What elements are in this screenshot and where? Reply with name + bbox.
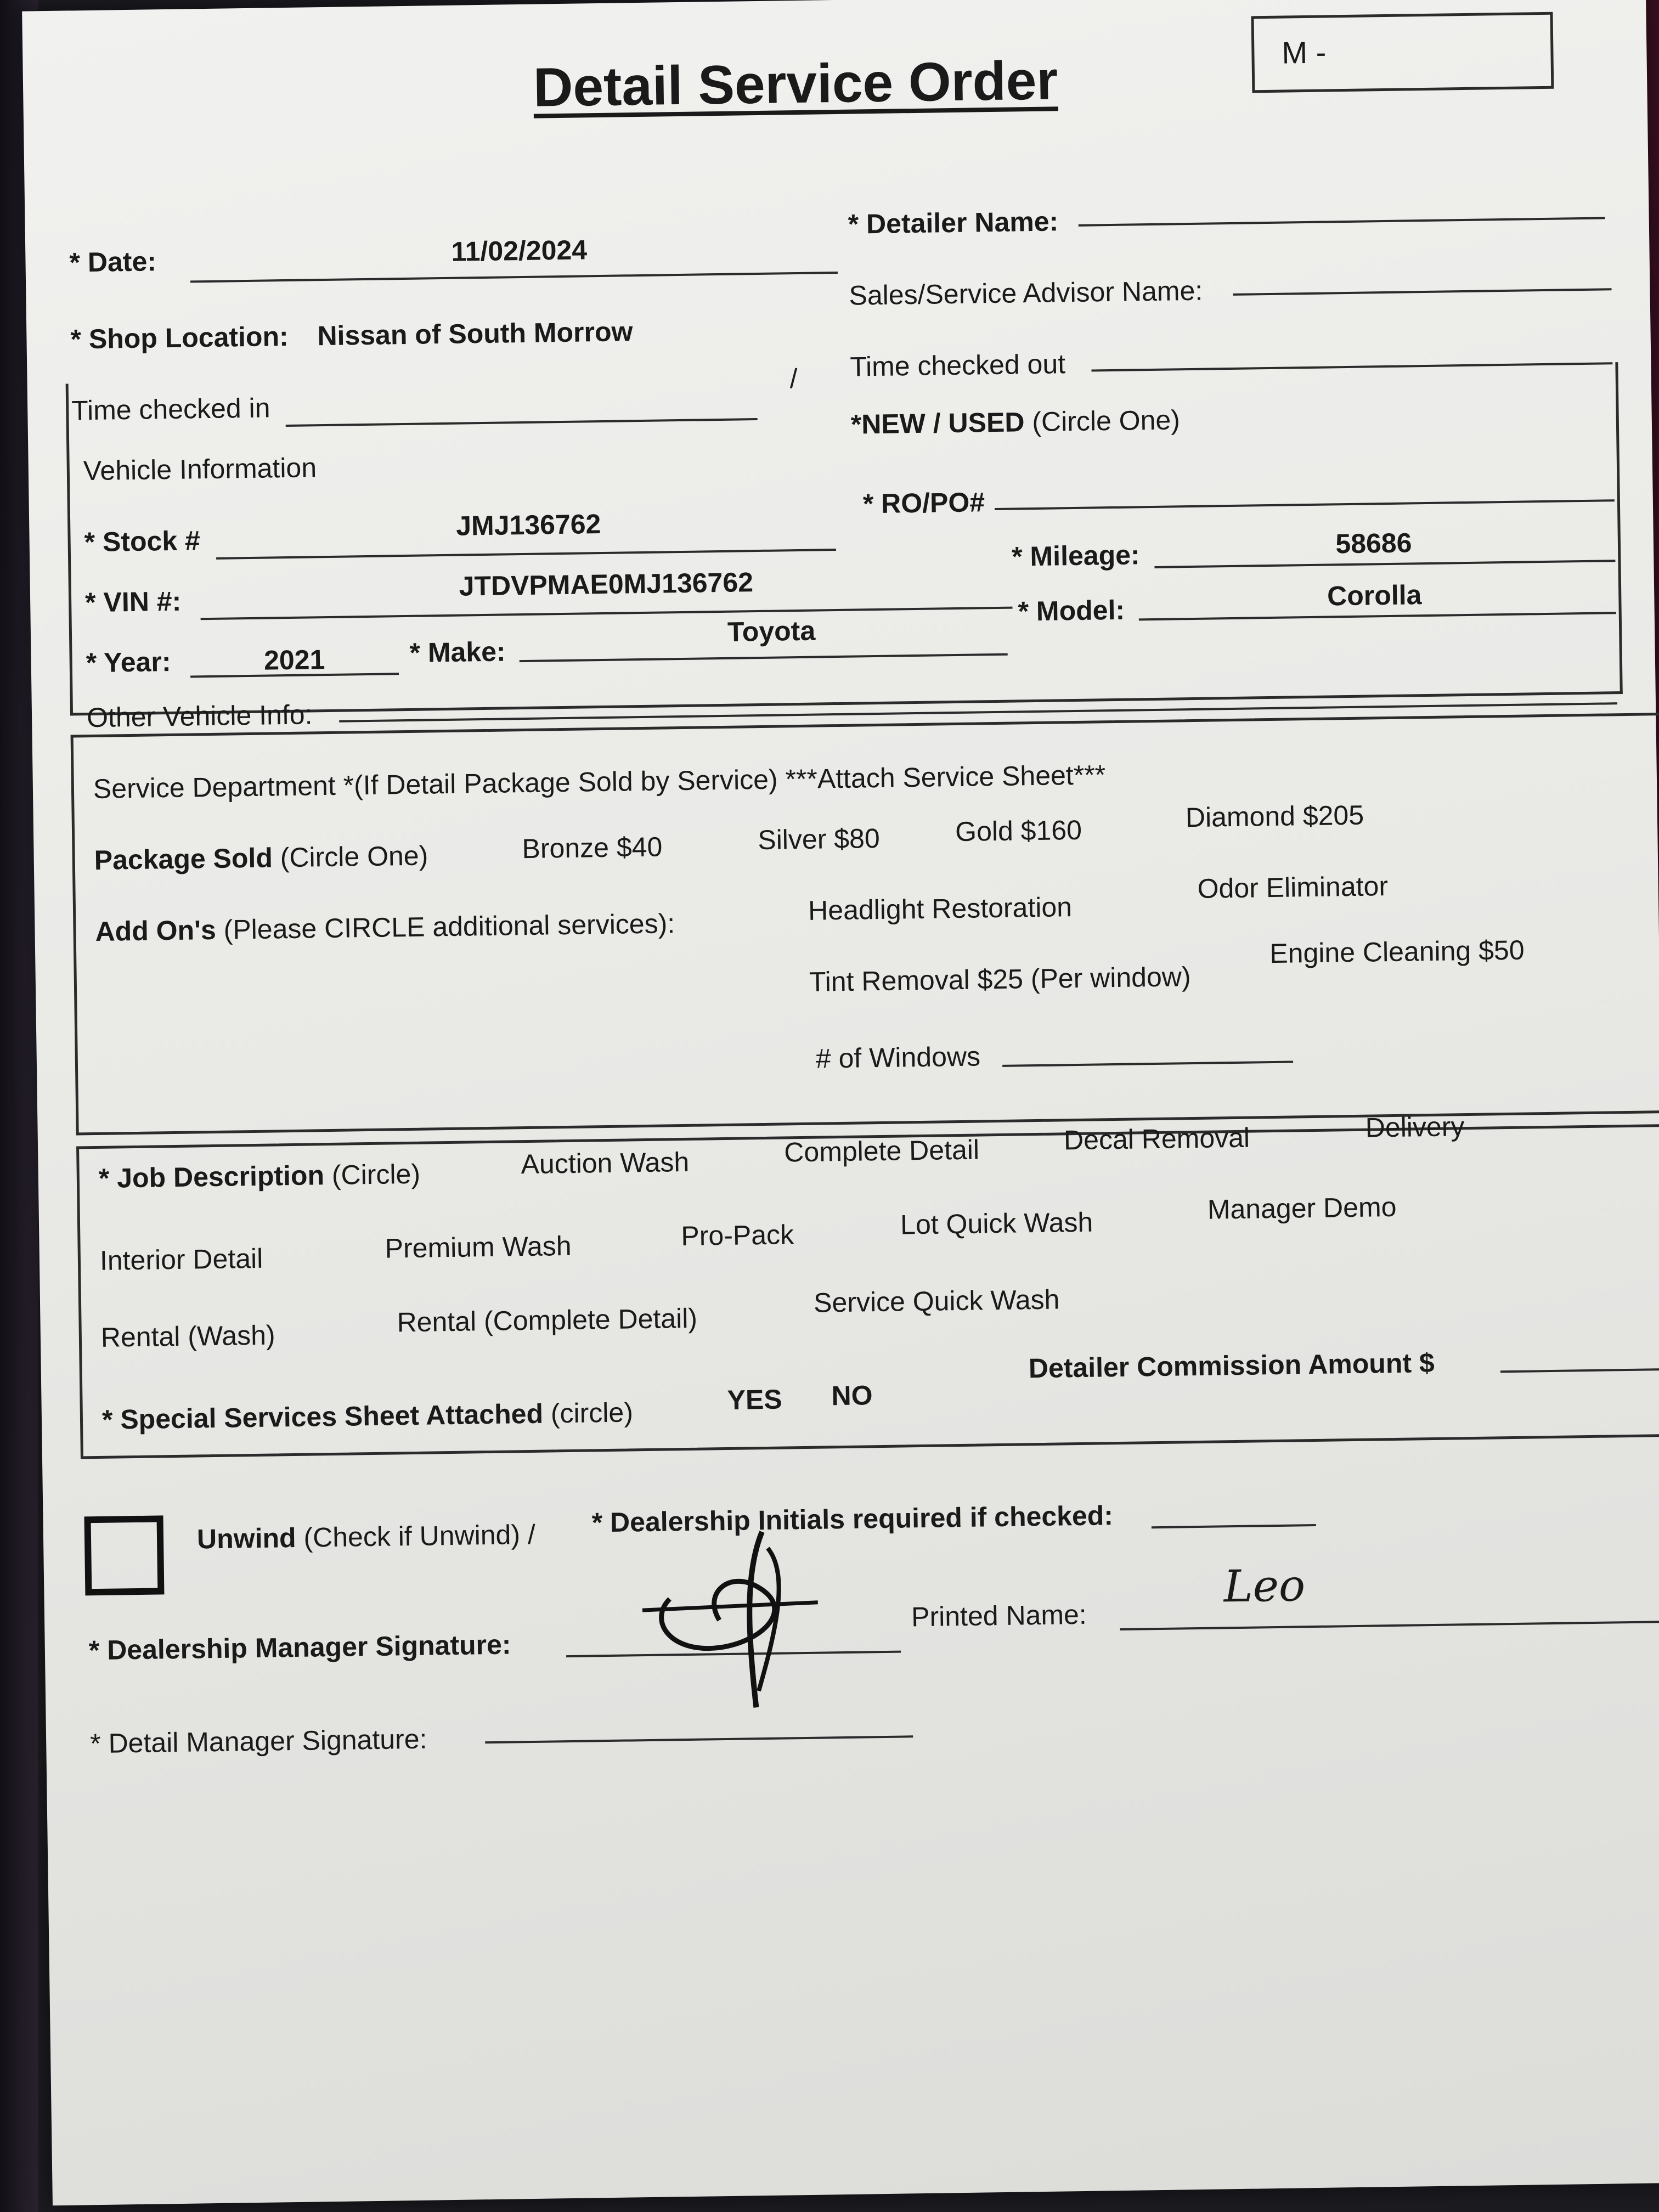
initials-label: * Dealership Initials required if checked: — [591, 1500, 1114, 1538]
job-decal-removal[interactable]: Decal Removal — [1063, 1122, 1250, 1156]
initials-line[interactable] — [1152, 1524, 1316, 1528]
date-line — [190, 272, 838, 283]
package-silver[interactable]: Silver $80 — [757, 822, 881, 856]
unwind-checkbox[interactable] — [84, 1515, 164, 1595]
stock-label: * Stock # — [84, 525, 201, 558]
service-header: Service Department *(If Detail Package Sold by Service) ***Attach Service Sheet*** — [93, 759, 1106, 804]
job-rental-wash[interactable]: Rental (Wash) — [100, 1319, 275, 1353]
form-title: Detail Service Order — [533, 49, 1058, 119]
ro-label: * RO/PO# — [862, 487, 985, 520]
addons-label: Add On's (Please CIRCLE additional services): — [95, 908, 675, 947]
job-service-quick-wash[interactable]: Service Quick Wash — [813, 1284, 1060, 1318]
other-vehicle-label: Other Vehicle Info: — [86, 699, 313, 733]
job-rental-complete[interactable]: Rental (Complete Detail) — [397, 1302, 698, 1338]
make-value[interactable]: Toyota — [727, 615, 816, 647]
mileage-label: * Mileage: — [1011, 539, 1140, 572]
stock-value[interactable]: JMJ136762 — [455, 509, 601, 541]
signature-scribble — [636, 1525, 847, 1714]
dealership-signature-label: * Dealership Manager Signature: — [88, 1629, 511, 1666]
year-label: * Year: — [86, 646, 171, 679]
package-sold-label: Package Sold (Circle One) — [94, 840, 428, 876]
m-number-box[interactable] — [1251, 12, 1554, 93]
advisor-label: Sales/Service Advisor Name: — [849, 275, 1203, 311]
detailer-name-label: * Detailer Name: — [848, 206, 1059, 240]
printed-name-line — [1120, 1621, 1659, 1630]
year-value[interactable]: 2021 — [263, 644, 325, 676]
job-premium-wash[interactable]: Premium Wash — [385, 1230, 572, 1264]
job-manager-demo[interactable]: Manager Demo — [1207, 1191, 1397, 1225]
printed-name-label: Printed Name: — [911, 1599, 1087, 1633]
package-bronze[interactable]: Bronze $40 — [522, 831, 663, 865]
job-description-label: * Job Description (Circle) — [98, 1158, 421, 1194]
addon-headlight[interactable]: Headlight Restoration — [808, 891, 1073, 926]
commission-label: Detailer Commission Amount $ — [1028, 1347, 1435, 1384]
job-pro-pack[interactable]: Pro-Pack — [681, 1219, 794, 1252]
job-auction-wash[interactable]: Auction Wash — [521, 1146, 690, 1180]
special-yes[interactable]: YES — [727, 1384, 783, 1415]
advisor-line[interactable] — [1233, 288, 1612, 296]
package-gold[interactable]: Gold $160 — [955, 814, 1082, 848]
date-value[interactable]: 11/02/2024 — [451, 234, 588, 267]
shop-location-label: * Shop Location: — [70, 320, 289, 355]
job-interior-detail[interactable]: Interior Detail — [99, 1243, 263, 1276]
time-slash: / — [789, 363, 798, 394]
model-label: * Model: — [1018, 594, 1125, 627]
vehicle-section-label: Vehicle Information — [83, 452, 317, 487]
model-value[interactable]: Corolla — [1327, 579, 1422, 612]
unwind-label: Unwind (Check if Unwind) / — [196, 1519, 536, 1555]
special-no[interactable]: NO — [831, 1380, 873, 1412]
windows-label: # of Windows — [815, 1041, 981, 1074]
job-complete-detail[interactable]: Complete Detail — [783, 1134, 980, 1168]
detail-manager-signature-line[interactable] — [485, 1735, 913, 1743]
detail-manager-signature-label: * Detail Manager Signature: — [89, 1723, 427, 1759]
job-delivery[interactable]: Delivery — [1365, 1111, 1465, 1143]
package-diamond[interactable]: Diamond $205 — [1185, 799, 1364, 833]
time-in-label: Time checked in — [71, 392, 270, 426]
detailer-name-line[interactable] — [1079, 217, 1605, 226]
vin-value[interactable]: JTDVPMAE0MJ136762 — [459, 567, 754, 602]
m-number-label: M - — [1281, 35, 1327, 70]
addon-odor[interactable]: Odor Eliminator — [1197, 871, 1389, 904]
make-label: * Make: — [409, 636, 506, 668]
addon-engine[interactable]: Engine Cleaning $50 — [1269, 934, 1525, 969]
mileage-value[interactable]: 58686 — [1335, 527, 1412, 560]
shop-location-value[interactable]: Nissan of South Morrow — [317, 316, 633, 352]
date-label: * Date: — [69, 246, 157, 278]
service-order-sheet — [22, 0, 1659, 2205]
addon-tint[interactable]: Tint Removal $25 (Per window) — [809, 961, 1191, 997]
job-lot-quick-wash[interactable]: Lot Quick Wash — [900, 1206, 1093, 1240]
time-out-label: Time checked out — [849, 348, 1066, 382]
vin-label: * VIN #: — [84, 585, 182, 618]
new-used-label[interactable]: *NEW / USED (Circle One) — [850, 404, 1181, 440]
special-services-label: * Special Services Sheet Attached (circle) — [101, 1397, 634, 1435]
printed-name-value[interactable]: Leo — [1223, 1560, 1306, 1612]
